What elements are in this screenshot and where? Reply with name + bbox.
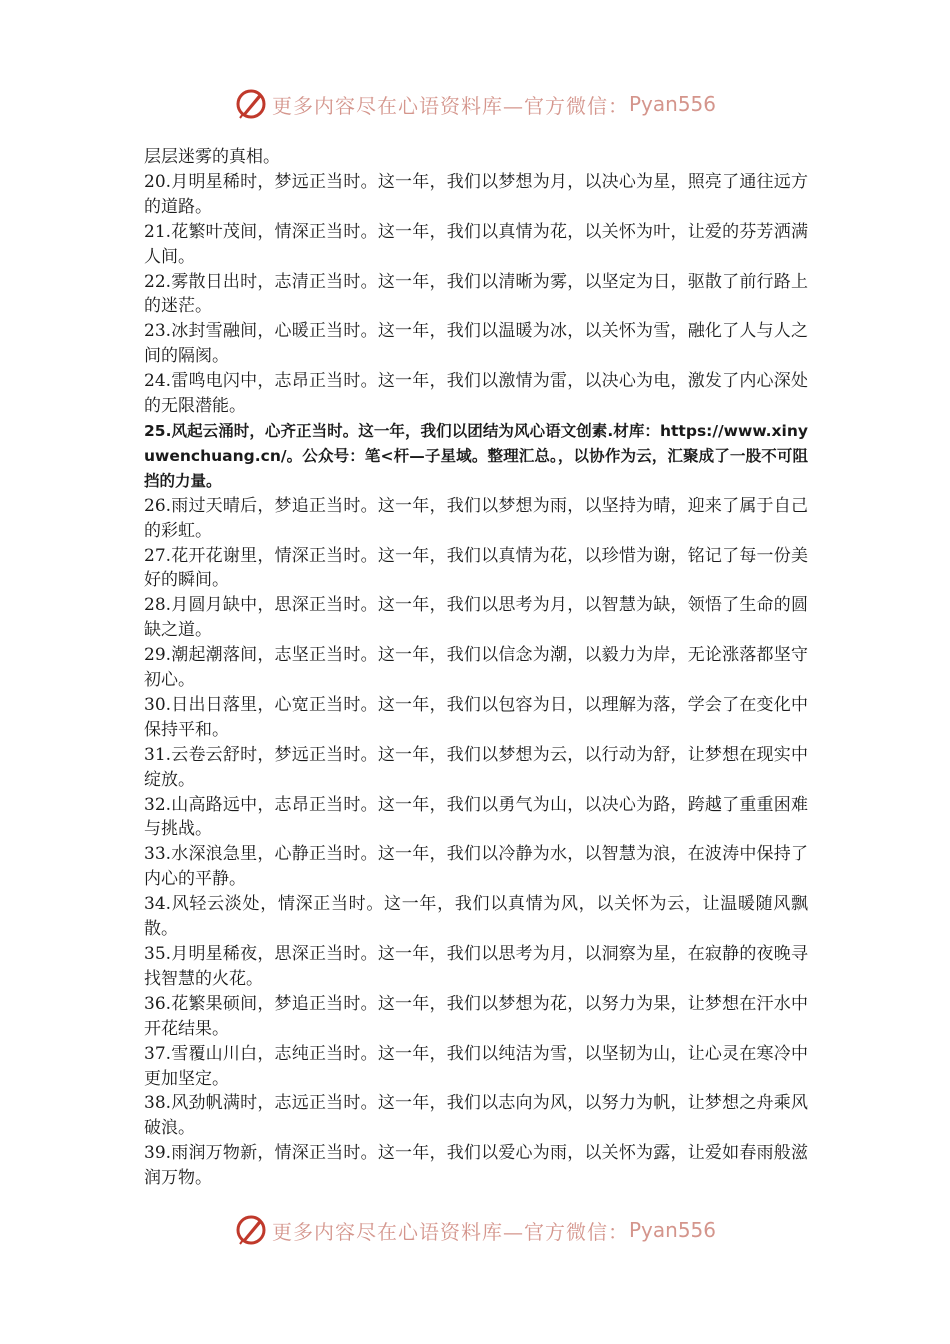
paragraph: 31.云卷云舒时，梦远正当时。这一年，我们以梦想为云，以行动为舒，让梦想在现实中绽放。 xyxy=(144,744,808,790)
quill-logo-icon xyxy=(234,87,268,121)
paragraph: 21.花繁叶茂间，情深正当时。这一年，我们以真情为花，以关怀为叶，让爱的芬芳洒满人间。 xyxy=(144,221,808,267)
paragraph: 20.月明星稀时，梦远正当时。这一年，我们以梦想为月，以决心为星，照亮了通往远方的道路。 xyxy=(144,171,808,217)
paragraph: 30.日出日落里，心宽正当时。这一年，我们以包容为日，以理解为落，学会了在变化中保持平和。 xyxy=(144,694,808,740)
paragraph: 32.山高路远中，志昂正当时。这一年，我们以勇气为山，以决心为路，跨越了重重困难与挑战。 xyxy=(144,794,808,840)
paragraph: 36.花繁果硕间，梦追正当时。这一年，我们以梦想为花，以努力为果，让梦想在汗水中开花结果。 xyxy=(144,993,808,1039)
header-banner-text: 更多内容尽在心语资料库—官方微信： xyxy=(271,93,629,118)
paragraph: 23.冰封雪融间，心暖正当时。这一年，我们以温暖为冰，以关怀为雪，融化了人与人之间的隔阂。 xyxy=(144,321,808,367)
paragraph: 29.潮起潮落间，志坚正当时。这一年，我们以信念为潮，以毅力为岸，无论涨落都坚守初心。 xyxy=(144,645,808,691)
paragraph: 34.风轻云淡处，情深正当时。这一年，我们以真情为风，以关怀为云，让温暖随风飘散。 xyxy=(144,894,808,940)
document-body xyxy=(144,145,808,1191)
footer-banner-text: 更多内容尽在心语资料库—官方微信： xyxy=(271,1219,629,1244)
paragraph-with-link: 25.风起云涌时，心齐正当时。这一年，我们以团结为风心语文创素.材库：https://www.xinyuwenchuang.cn/。公众号：笔<杆—子星域。整理汇总。，以协作为云，汇聚成了一股不可阻挡的力量。 xyxy=(144,421,808,490)
quill-logo-icon xyxy=(234,1213,268,1247)
footer-banner xyxy=(0,1210,950,1250)
paragraph: 27.花开花谢里，情深正当时。这一年，我们以真情为花，以珍惜为谢，铭记了每一份美好的瞬间。 xyxy=(144,545,808,591)
footer-wechat-id: Pyan556 xyxy=(628,1218,716,1242)
paragraph: 24.雷鸣电闪中，志昂正当时。这一年，我们以激情为雷，以决心为电，激发了内心深处的无限潜能。 xyxy=(144,371,808,417)
paragraph: 35.月明星稀夜，思深正当时。这一年，我们以思考为月，以洞察为星，在寂静的夜晚寻找智慧的火花。 xyxy=(144,944,808,989)
paragraph: 39.雨润万物新，情深正当时。这一年，我们以爱心为雨，以关怀为露，让爱如春雨般滋润万物。 xyxy=(144,1143,808,1189)
header-banner xyxy=(0,84,950,124)
paragraph: 28.月圆月缺中，思深正当时。这一年，我们以思考为月，以智慧为缺，领悟了生命的圆缺之道。 xyxy=(144,595,808,641)
paragraph: 37.雪覆山川白，志纯正当时。这一年，我们以纯洁为雪，以坚韧为山，让心灵在寒冷中更加坚定。 xyxy=(144,1043,808,1089)
paragraph: 层层迷雾的真相。 xyxy=(144,147,280,167)
paragraph: 33.水深浪急里，心静正当时。这一年，我们以冷静为水，以智慧为浪，在波涛中保持了内心的平静。 xyxy=(144,844,808,890)
paragraph: 26.雨过天晴后，梦追正当时。这一年，我们以梦想为雨，以坚持为晴，迎来了属于自己的彩虹。 xyxy=(144,495,808,541)
header-wechat-id: Pyan556 xyxy=(628,92,716,116)
paragraph: 22.雾散日出时，志清正当时。这一年，我们以清晰为雾，以坚定为日，驱散了前行路上的迷茫。 xyxy=(144,271,808,317)
paragraph: 38.风劲帆满时，志远正当时。这一年，我们以志向为风，以努力为帆，让梦想之舟乘风破浪。 xyxy=(144,1093,808,1139)
